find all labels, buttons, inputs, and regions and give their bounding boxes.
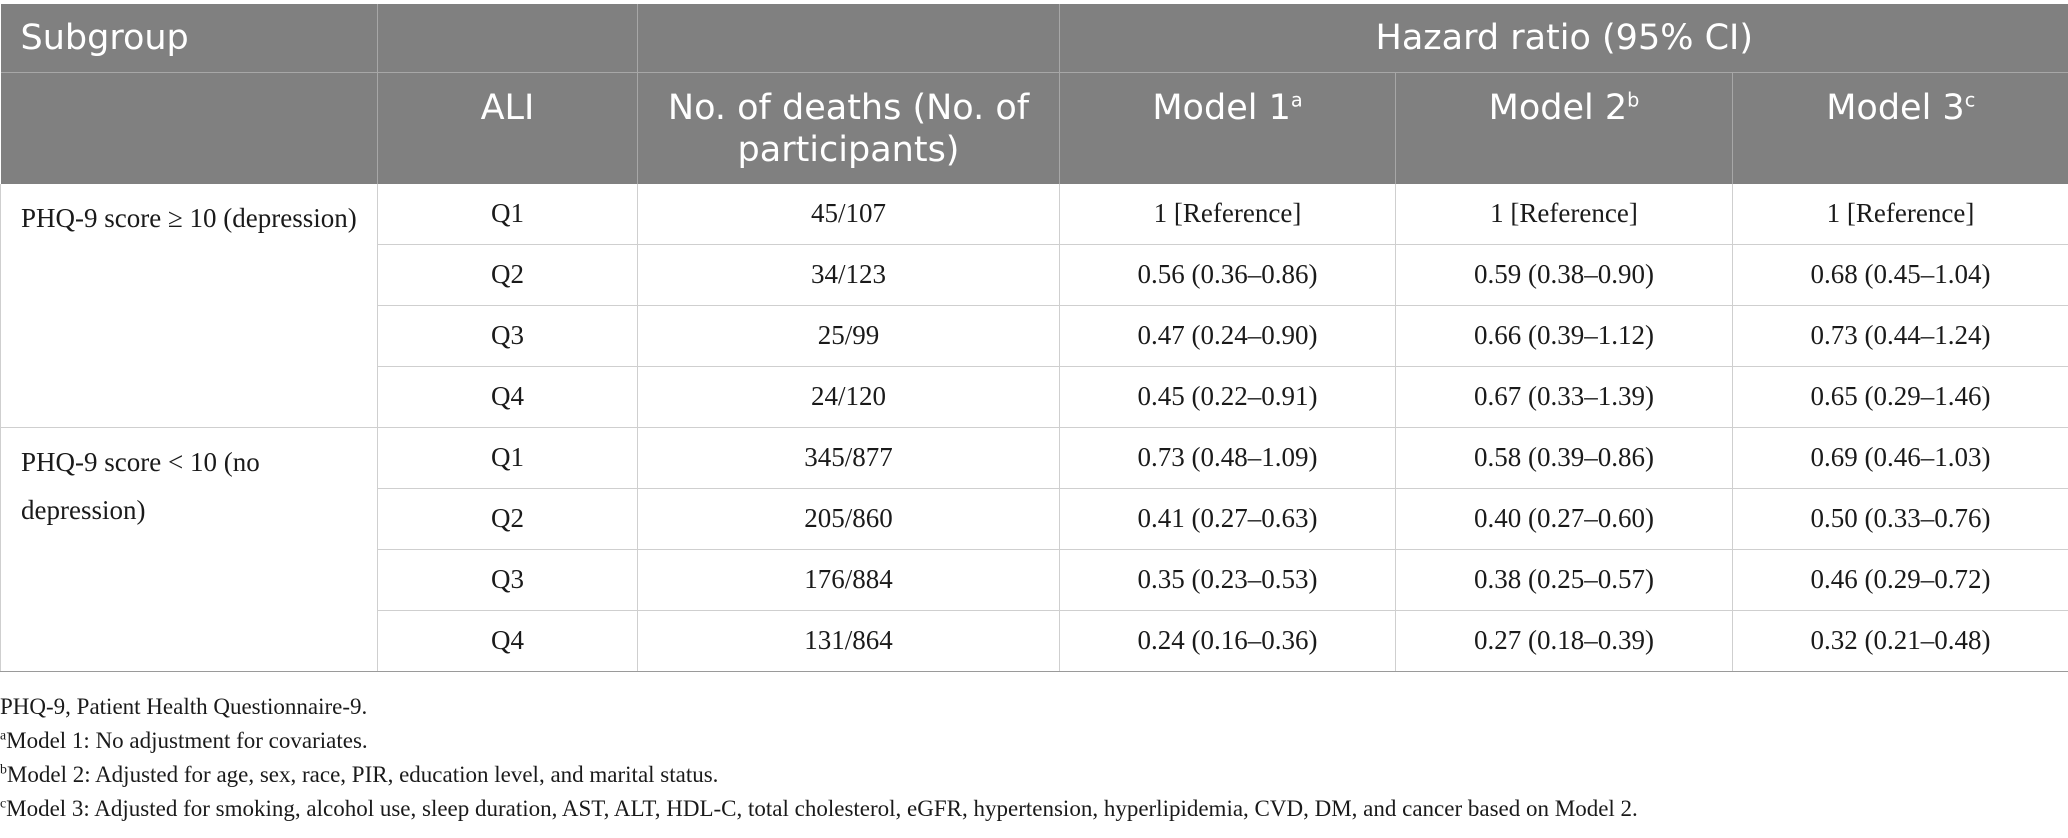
model1-footnote-mark: a xyxy=(1290,88,1303,112)
model3-header xyxy=(1733,73,2068,184)
model3-cell: 0.69 (0.46–1.03) xyxy=(1733,427,2068,488)
model1-header xyxy=(1060,73,1396,184)
footnote-c-mark: c xyxy=(0,795,7,811)
model2-label: Model 2 xyxy=(1488,88,1628,128)
model3-cell: 1 [Reference] xyxy=(1733,184,2068,245)
model3-cell: 0.65 (0.29–1.46) xyxy=(1733,366,2068,427)
deaths-cell: 205/860 xyxy=(638,488,1060,549)
model3-label: Model 3 xyxy=(1826,88,1965,128)
model3-cell: 0.73 (0.44–1.24) xyxy=(1733,305,2068,366)
hazard-ratio-header: Hazard ratio (95% CI) xyxy=(1060,4,2068,73)
model1-cell: 0.41 (0.27–0.63) xyxy=(1060,488,1396,549)
ali-cell: Q3 xyxy=(378,549,638,610)
deaths-header: No. of deaths (No. of participants) xyxy=(638,73,1060,184)
model2-header xyxy=(1396,73,1733,184)
deaths-cell: 345/877 xyxy=(638,427,1060,488)
model3-cell: 0.32 (0.21–0.48) xyxy=(1733,610,2068,671)
subgroup-header: Subgroup xyxy=(1,4,378,73)
ali-cell: Q1 xyxy=(378,184,638,245)
footnote-a-text: Model 1: No adjustment for covariates. xyxy=(6,728,368,753)
footnote-c-text: Model 3: Adjusted for smoking, alcohol use, sleep duration, AST, ALT, HDL-C, total cholesterol, eGFR, hypertension, hyperlipidemia, CVD, DM, and cancer based on Model 2. xyxy=(6,796,1638,821)
subgroup-label: PHQ-9 score ≥ 10 (depression) xyxy=(1,184,378,428)
model2-cell: 0.27 (0.18–0.39) xyxy=(1396,610,1733,671)
footnote-b xyxy=(0,758,1638,792)
footnote-c xyxy=(0,792,1638,826)
model2-cell: 0.66 (0.39–1.12) xyxy=(1396,305,1733,366)
header-row-2 xyxy=(1,73,2068,184)
ali-header: ALI xyxy=(378,73,638,184)
empty-header-cell xyxy=(1,73,378,184)
ali-cell: Q4 xyxy=(378,610,638,671)
deaths-cell: 25/99 xyxy=(638,305,1060,366)
hazard-ratio-table xyxy=(0,4,2068,672)
model1-label: Model 1 xyxy=(1152,88,1291,128)
model2-cell: 1 [Reference] xyxy=(1396,184,1733,245)
deaths-cell: 34/123 xyxy=(638,244,1060,305)
ali-cell: Q2 xyxy=(378,488,638,549)
deaths-cell: 24/120 xyxy=(638,366,1060,427)
model2-cell: 0.40 (0.27–0.60) xyxy=(1396,488,1733,549)
model2-footnote-mark: b xyxy=(1627,88,1640,112)
ali-cell: Q4 xyxy=(378,366,638,427)
footnote-b-mark: b xyxy=(0,761,7,777)
model3-footnote-mark: c xyxy=(1964,88,1976,112)
model3-cell: 0.46 (0.29–0.72) xyxy=(1733,549,2068,610)
table-body xyxy=(1,184,2068,672)
model2-cell: 0.38 (0.25–0.57) xyxy=(1396,549,1733,610)
model2-cell: 0.67 (0.33–1.39) xyxy=(1396,366,1733,427)
table-footnotes xyxy=(0,690,1638,826)
model1-cell: 0.24 (0.16–0.36) xyxy=(1060,610,1396,671)
table-row xyxy=(1,427,2068,488)
model3-cell: 0.68 (0.45–1.04) xyxy=(1733,244,2068,305)
model3-cell: 0.50 (0.33–0.76) xyxy=(1733,488,2068,549)
footnote-a-mark: a xyxy=(0,727,7,743)
model1-cell: 0.56 (0.36–0.86) xyxy=(1060,244,1396,305)
empty-header-cell xyxy=(638,4,1060,73)
ali-cell: Q1 xyxy=(378,427,638,488)
model2-cell: 0.58 (0.39–0.86) xyxy=(1396,427,1733,488)
deaths-cell: 176/884 xyxy=(638,549,1060,610)
ali-cell: Q3 xyxy=(378,305,638,366)
model1-cell: 1 [Reference] xyxy=(1060,184,1396,245)
table-row xyxy=(1,184,2068,245)
deaths-cell: 45/107 xyxy=(638,184,1060,245)
model1-cell: 0.35 (0.23–0.53) xyxy=(1060,549,1396,610)
footnote-b-text: Model 2: Adjusted for age, sex, race, PIR, education level, and marital status. xyxy=(6,762,719,787)
deaths-cell: 131/864 xyxy=(638,610,1060,671)
empty-header-cell xyxy=(378,4,638,73)
subgroup-label: PHQ-9 score < 10 (no depression) xyxy=(1,427,378,671)
abbreviation-note: PHQ-9, Patient Health Questionnaire-9. xyxy=(0,694,368,719)
model2-cell: 0.59 (0.38–0.90) xyxy=(1396,244,1733,305)
ali-cell: Q2 xyxy=(378,244,638,305)
model1-cell: 0.45 (0.22–0.91) xyxy=(1060,366,1396,427)
footnote-a xyxy=(0,724,1638,758)
model1-cell: 0.47 (0.24–0.90) xyxy=(1060,305,1396,366)
header-row-1 xyxy=(1,4,2068,73)
model1-cell: 0.73 (0.48–1.09) xyxy=(1060,427,1396,488)
